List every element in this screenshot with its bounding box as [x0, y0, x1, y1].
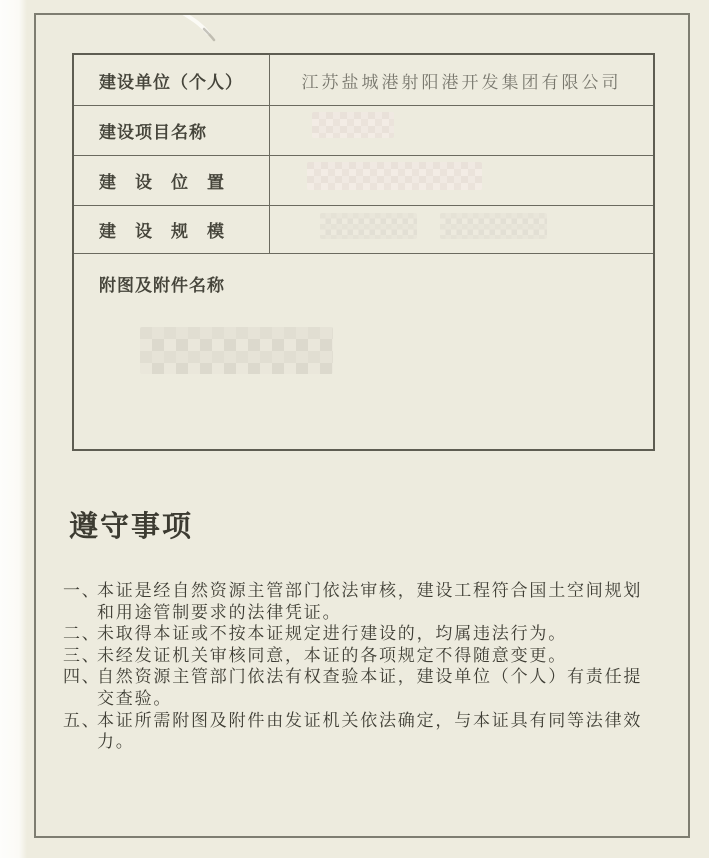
item-number: 一、 — [63, 581, 101, 600]
table-row-build-scale — [74, 206, 653, 254]
row-label: 建 设 位 置 — [74, 156, 270, 205]
notice-list — [63, 580, 653, 753]
item-number: 四、 — [63, 667, 101, 687]
row-label: 建设项目名称 — [74, 106, 270, 155]
notice-item — [63, 623, 653, 645]
redacted-block — [140, 327, 333, 374]
item-text: 未取得本证或不按本证规定进行建设的，均属违法行为。 — [97, 624, 567, 644]
row-value — [270, 55, 653, 105]
notice-item — [63, 580, 653, 623]
item-text: 自然资源主管部门依法有权查验本证，建设单位（个人）有责任提交查验。 — [97, 667, 643, 708]
notice-item — [63, 645, 653, 667]
table-row-build-unit — [74, 55, 653, 106]
info-table-rows — [74, 55, 653, 254]
row-label: 建设单位（个人） — [74, 55, 270, 105]
row-value — [270, 206, 653, 253]
item-number: 三、 — [63, 645, 101, 665]
redacted-value — [320, 213, 417, 239]
info-table — [72, 53, 655, 451]
item-number: 二、 — [63, 624, 101, 644]
item-text: 本证是经自然资源主管部门依法审核，建设工程符合国土空间规划和用途管制要求的法律凭证。 — [97, 581, 643, 622]
scan-scratch — [174, 15, 234, 49]
item-number: 五、 — [63, 710, 101, 730]
redacted-value — [312, 112, 394, 138]
item-text: 本证所需附图及附件由发证机关依法确定，与本证具有同等法律效力。 — [97, 710, 643, 752]
item-text: 未经发证机关审核同意，本证的各项规定不得随意变更。 — [97, 645, 567, 665]
permit-page-frame — [34, 13, 690, 838]
row-value — [270, 106, 653, 155]
attachment-label: 附图及附件名称 — [99, 276, 225, 295]
redacted-value — [307, 162, 482, 190]
company-name: 江苏盐城港射阳港开发集团有限公司 — [301, 72, 622, 92]
notice-item — [63, 666, 653, 709]
row-label: 建 设 规 模 — [74, 206, 270, 253]
attachment-section — [74, 254, 653, 449]
scan-edge-strip — [0, 0, 27, 858]
redacted-value — [440, 213, 547, 239]
table-row-build-location — [74, 156, 653, 206]
notice-heading: 遵守事项 — [69, 511, 194, 543]
notice-item — [63, 710, 653, 753]
table-row-project-name — [74, 106, 653, 156]
row-value — [270, 156, 653, 205]
